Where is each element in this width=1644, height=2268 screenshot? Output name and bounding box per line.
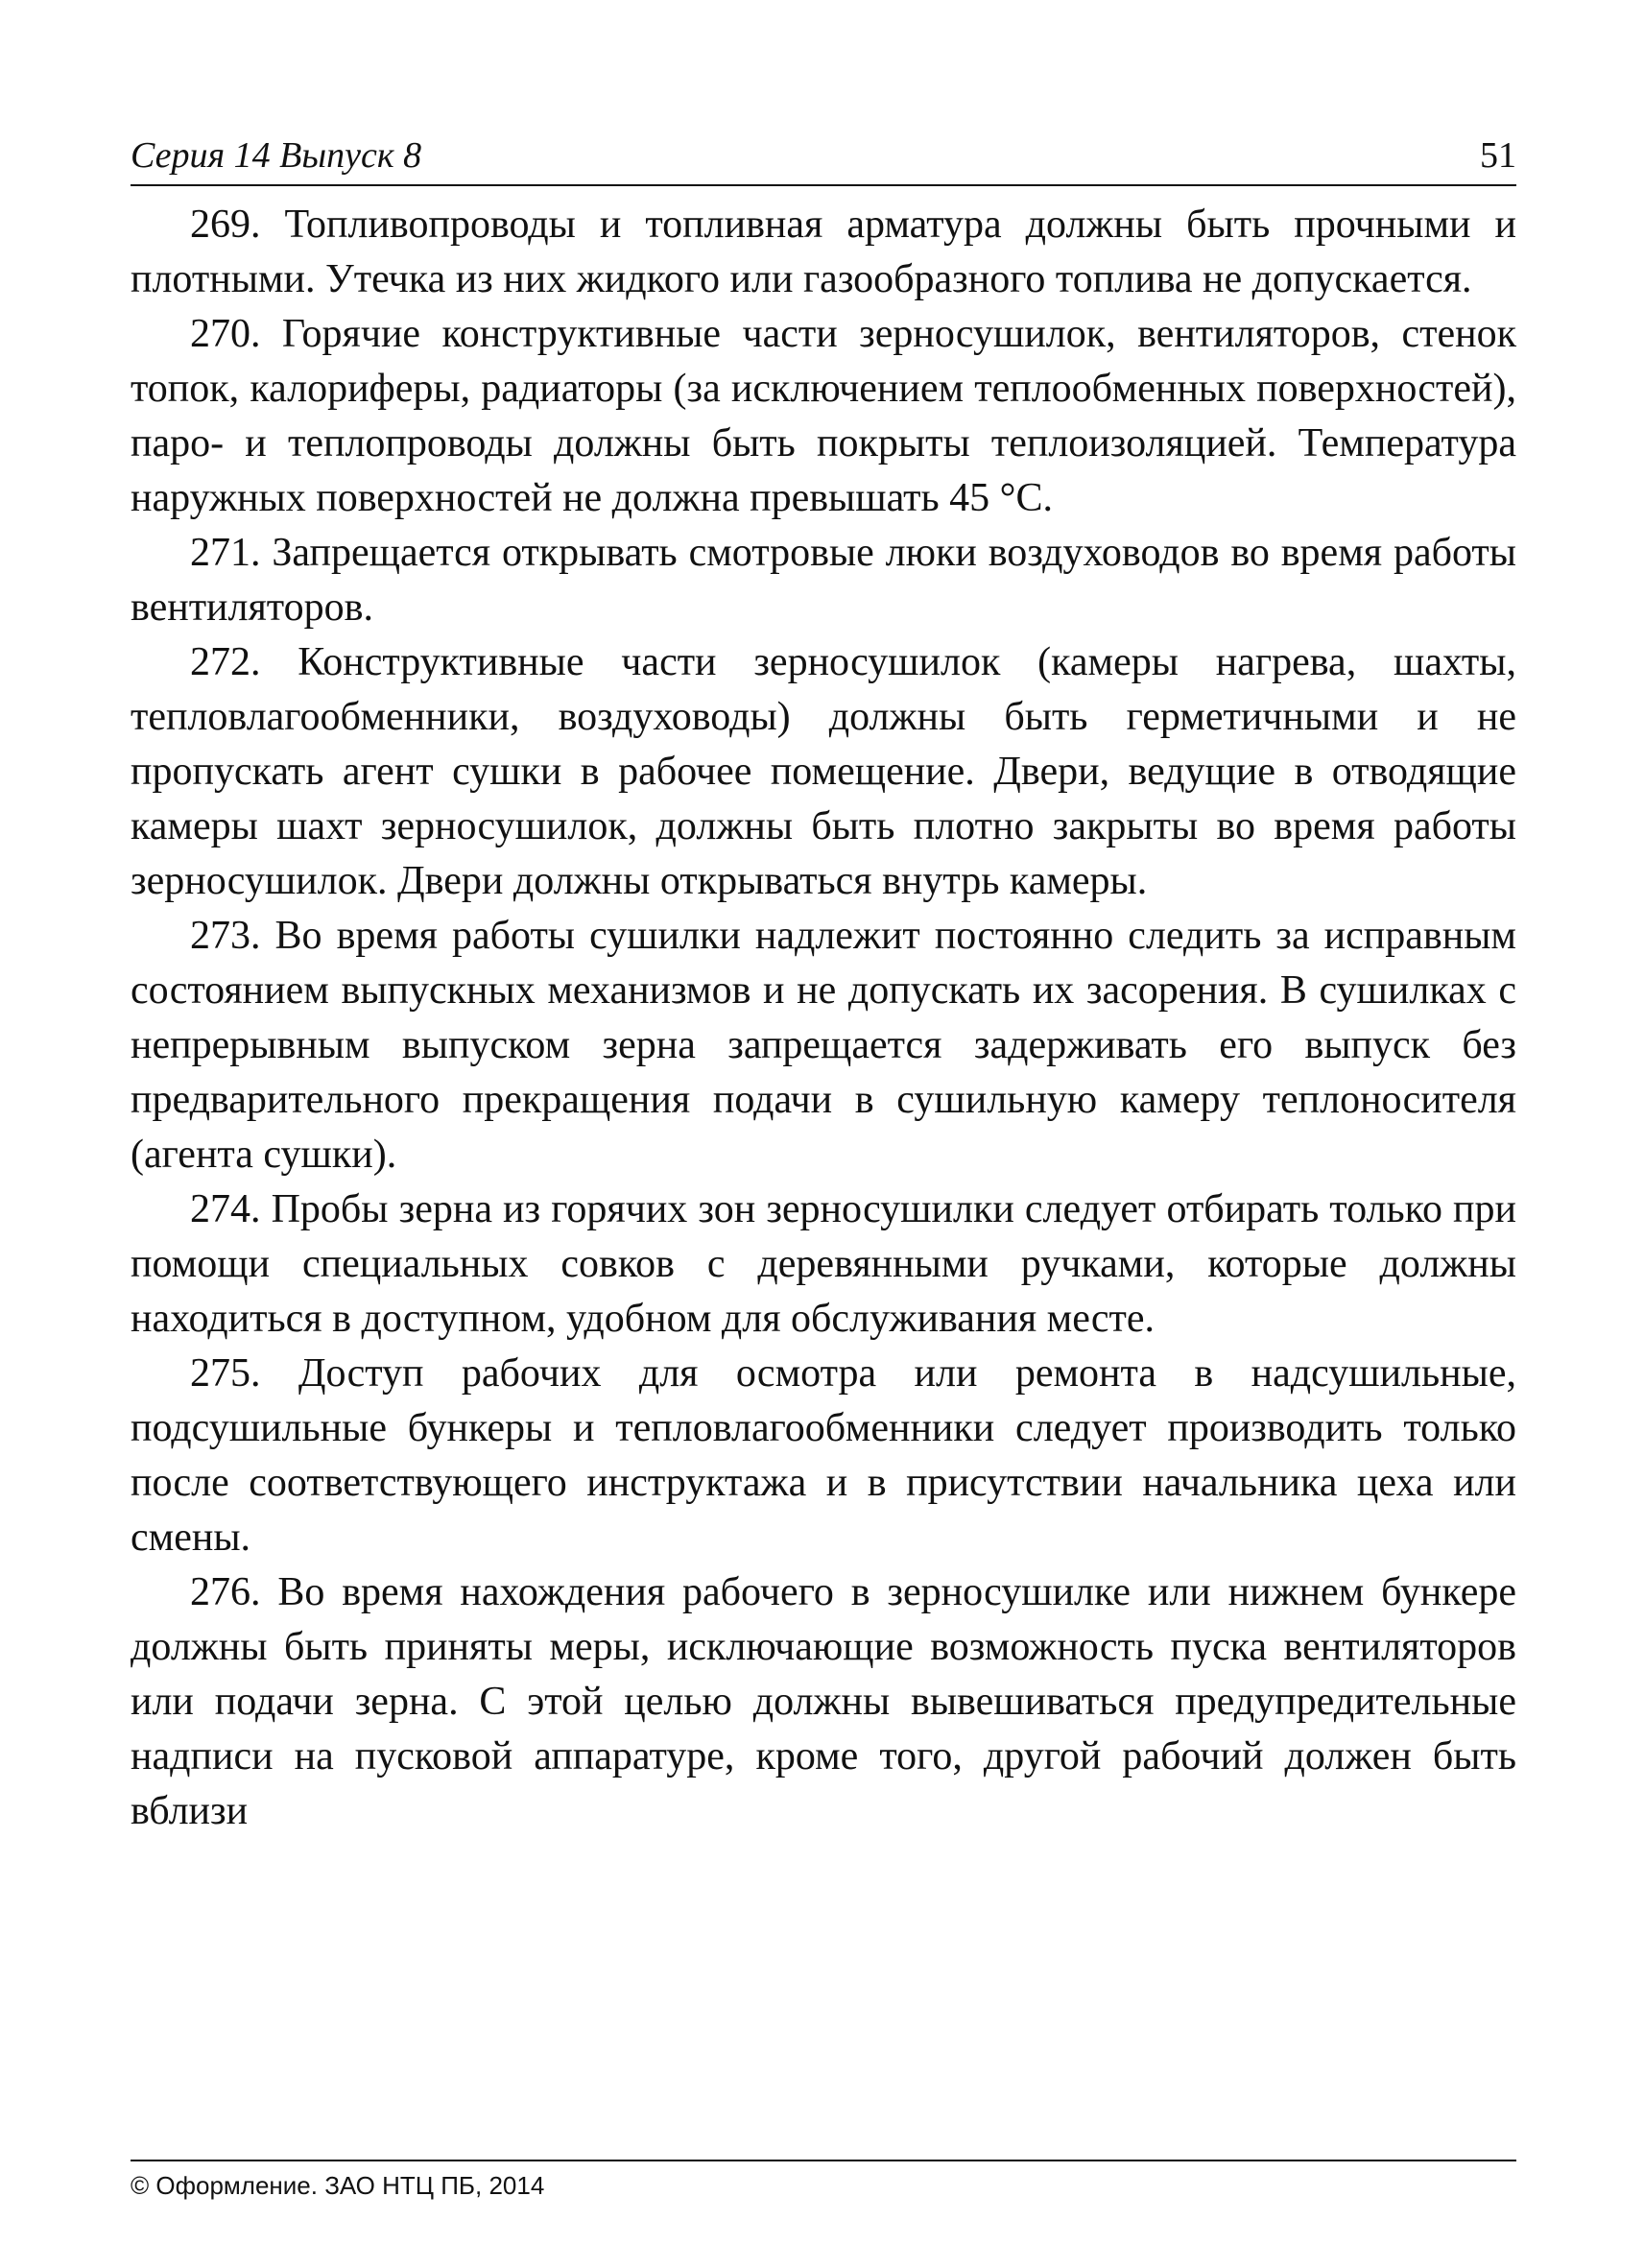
paragraph-275: 275. Доступ рабочих для осмотра или ремонта в надсушильные, подсушильные бункеры и тепловлагообменники следует производить только после соответствующего инструктажа и в присутствии начальника цеха или смены. [131, 1351, 1516, 1560]
document-body [131, 198, 1516, 1839]
page-header [131, 127, 1516, 186]
paragraph-276: 276. Во время нахождения рабочего в зерносушилке или нижнем бункере должны быть приняты меры, исключающие возможность пуска вентиляторов или подачи зерна. С этой целью должны вывешиваться предупредительные надписи на пусковой аппаратуре, кроме того, другой рабочий должен быть вблизи [131, 1570, 1516, 1833]
page-number: 51 [1480, 135, 1516, 176]
series-title: Серия 14 Выпуск 8 [131, 135, 422, 176]
page-footer [131, 2160, 1516, 2201]
paragraph-270: 270. Горячие конструктивные части зерносушилок, вентиляторов, стенок топок, калориферы, радиаторы (за исключением теплообменных поверхностей), паро- и теплопроводы должны быть покрыты теплоизоляцией. Температура наружных поверхностей не должна превышать 45 °С. [131, 312, 1516, 520]
copyright-notice: © Оформление. ЗАО НТЦ ПБ, 2014 [131, 2171, 545, 2200]
paragraph-272: 272. Конструктивные части зерносушилок (камеры нагрева, шахты, тепловлагообменники, воздуховоды) должны быть герметичными и не пропускать агент сушки в рабочее помещение. Двери, ведущие в отводящие камеры шахт зерносушилок, должны быть плотно закрыты во время работы зерносушилок. Двери должны открываться внутрь камеры. [131, 640, 1516, 903]
paragraph-273: 273. Во время работы сушилки надлежит постоянно следить за исправным состоянием выпускных механизмов и не допускать их засорения. В сушилках с непрерывным выпуском зерна запрещается задерживать его выпуск без предварительного прекращения подачи в сушильную камеру теплоносителя (агента сушки). [131, 914, 1516, 1177]
paragraph-274: 274. Пробы зерна из горячих зон зерносушилки следует отбирать только при помощи специальных совков с деревянными ручками, которые должны находиться в доступном, удобном для обслуживания месте. [131, 1187, 1516, 1341]
paragraph-271: 271. Запрещается открывать смотровые люки воздуховодов во время работы вентиляторов. [131, 531, 1516, 630]
paragraph-269: 269. Топливопроводы и топливная арматура должны быть прочными и плотными. Утечка из них жидкого или газообразного топлива не допускается. [131, 203, 1516, 301]
